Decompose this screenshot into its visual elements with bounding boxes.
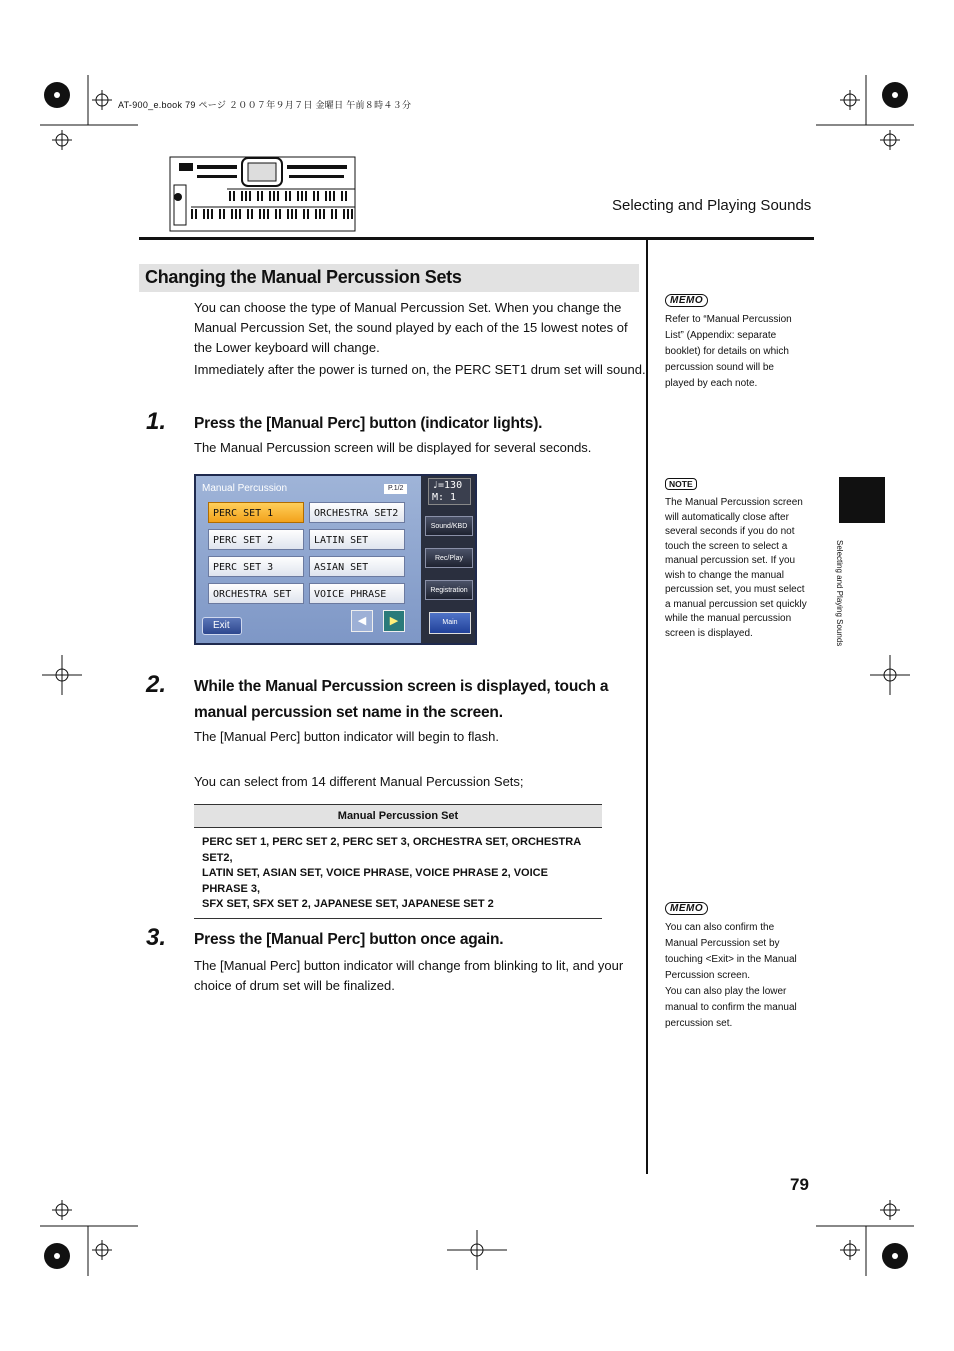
header-rule	[139, 237, 814, 240]
memo-1	[665, 290, 815, 392]
prev-page-arrow-icon[interactable]: ◀	[351, 610, 373, 632]
tempo-readout: ♩=130	[432, 480, 463, 491]
voice-phrase-button[interactable]: VOICE PHRASE	[309, 583, 405, 604]
table-row: LATIN SET, ASIAN SET, VOICE PHRASE, VOICE PHRASE 2, VOICE PHRASE 3,	[202, 867, 548, 895]
main-button[interactable]: Main	[429, 612, 471, 634]
memo-icon: MEMO	[665, 902, 708, 915]
tempo-measure-display	[428, 478, 471, 505]
orchestra-set-button[interactable]: ORCHESTRA SET	[208, 583, 304, 604]
intro-line: You can choose the type of Manual Percussion Set. When you change the	[194, 300, 622, 315]
rec-play-button[interactable]: Rec/Play	[425, 548, 473, 568]
memo-line: Refer to “Manual Percussion	[665, 314, 792, 325]
latin-set-button[interactable]: LATIN SET	[309, 529, 405, 550]
percussion-set-table	[194, 804, 602, 919]
note-line: manual percussion set. If you	[665, 555, 796, 566]
intro-line: Immediately after the power is turned on, the PERC SET1 drum set will sound.	[194, 362, 646, 377]
step-2-body-extra: You can select from 14 different Manual Percussion Sets;	[194, 774, 524, 789]
memo-1-text	[665, 312, 815, 392]
memo-2	[665, 898, 815, 1032]
note-line: wish to change the manual	[665, 569, 784, 581]
note-1	[665, 474, 815, 641]
note-line: The Manual Percussion screen	[665, 497, 803, 508]
screen-page-indicator: P.1/2	[384, 484, 407, 494]
note-line: while the manual percussion	[665, 613, 792, 624]
column-rule	[646, 240, 648, 1174]
orchestra-set2-button[interactable]: ORCHESTRA SET2	[309, 502, 405, 523]
step-3-body-line: choice of drum set will be finalized.	[194, 978, 395, 993]
memo-line: manual to confirm the manual	[665, 1002, 797, 1013]
note-line: percussion set, you must select	[665, 584, 805, 595]
memo-line: played by each note.	[665, 378, 758, 389]
table-row: SFX SET, SFX SET 2, JAPANESE SET, JAPANESE SET 2	[202, 898, 494, 910]
note-line: will automatically close after	[665, 511, 789, 523]
intro-text	[194, 298, 646, 380]
exit-button[interactable]: Exit	[202, 617, 242, 635]
memo-line: You can also play the lower	[665, 986, 787, 997]
step-2-heading-line: manual percussion set name in the screen.	[194, 704, 503, 721]
note-text	[665, 496, 815, 641]
chapter-thumb-tab	[839, 477, 885, 523]
screen-title-bar	[198, 480, 416, 496]
table-cell	[194, 828, 602, 919]
memo-line: percussion set.	[665, 1018, 733, 1029]
print-info: AT-900_e.book 79 ページ ２００７年９月７日 金曜日 午前８時４３分	[118, 100, 412, 110]
thumb-label: Selecting and Playing Sounds	[835, 540, 844, 647]
note-line: several seconds if you do not	[665, 526, 795, 537]
step-3-body	[194, 956, 623, 996]
step-2-heading	[194, 674, 608, 726]
step-3-body-line: The [Manual Perc] button indicator will change from blinking to lit, and your	[194, 958, 624, 973]
memo-line: You can also confirm the	[665, 922, 775, 933]
step-2-number: 2.	[146, 671, 167, 698]
running-header: Selecting and Playing Sounds	[612, 197, 812, 214]
step-2-heading-line: While the Manual Percussion screen is displayed, touch a	[194, 678, 609, 695]
step-2-body: The [Manual Perc] button indicator will begin to flash.	[194, 729, 499, 744]
note-line: touch the screen to select a	[665, 540, 788, 552]
perc-set-3-button[interactable]: PERC SET 3	[208, 556, 304, 577]
memo-line: List” (Appendix: separate	[665, 330, 777, 341]
memo-2-text	[665, 920, 815, 1032]
measure-readout: M: 1	[432, 492, 457, 503]
screen-title: Manual Percussion	[202, 483, 288, 494]
note-line: screen is displayed.	[665, 627, 753, 639]
page-number: 79	[790, 1175, 809, 1194]
memo-line: Percussion screen.	[665, 970, 751, 981]
asian-set-button[interactable]: ASIAN SET	[309, 556, 405, 577]
step-1-number: 1.	[146, 408, 167, 435]
memo-line: Manual Percussion set by	[665, 938, 780, 949]
note-icon: NOTE	[665, 478, 697, 490]
memo-icon: MEMO	[665, 294, 708, 307]
registration-button[interactable]: Registration	[425, 580, 473, 600]
next-page-arrow-icon[interactable]: ▶	[383, 610, 405, 632]
organ-illustration	[169, 155, 357, 233]
section-title: Changing the Manual Percussion Sets	[145, 267, 462, 287]
intro-line: the Lower keyboard will change.	[194, 340, 380, 355]
perc-set-2-button[interactable]: PERC SET 2	[208, 529, 304, 550]
step-1-heading: Press the [Manual Perc] button (indicator lights).	[194, 415, 543, 432]
step-3-heading: Press the [Manual Perc] button once again.	[194, 931, 504, 948]
table-header: Manual Percussion Set	[194, 804, 602, 828]
memo-line: booklet) for details on which	[665, 346, 789, 357]
note-line: a manual percussion set quickly	[665, 598, 807, 610]
step-3-number: 3.	[146, 924, 167, 951]
memo-line: percussion sound will be	[665, 362, 774, 373]
intro-line: Manual Percussion Set, the sound played by each of the 15 lowest notes of	[194, 320, 628, 335]
step-1-body: The Manual Percussion screen will be displayed for several seconds.	[194, 440, 592, 455]
sound-kbd-button[interactable]: Sound/KBD	[425, 516, 473, 536]
perc-set-1-button[interactable]: PERC SET 1	[208, 502, 304, 523]
table-row: PERC SET 1, PERC SET 2, PERC SET 3, ORCHESTRA SET, ORCHESTRA SET2,	[202, 836, 581, 864]
memo-line: touching <Exit> in the Manual	[665, 954, 797, 965]
